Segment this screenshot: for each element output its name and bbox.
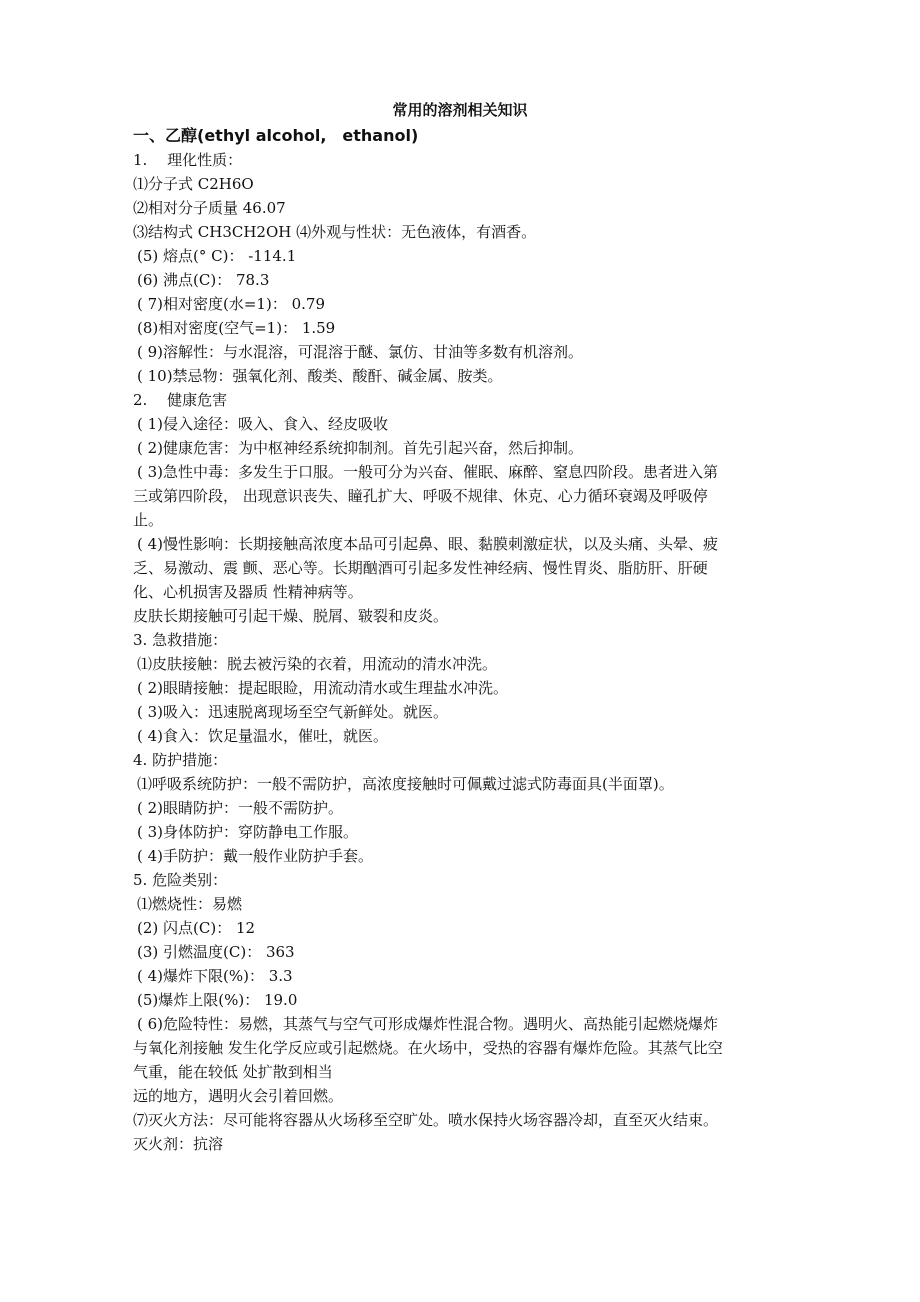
text-line: ( 4)手防护：戴一般作业防护手套。 xyxy=(137,847,374,865)
section-heading: 一、乙醇(ethyl alcohol, ethanol) xyxy=(133,126,419,145)
text-line: ( 2)健康危害：为中枢神经系统抑制剂。首先引起兴奋，然后抑制。 xyxy=(137,439,584,457)
text-line: ( 3)吸入：迅速脱离现场至空气新鲜处。就医。 xyxy=(137,703,449,721)
text-line: ⑴皮肤接触：脱去被污染的衣着，用流动的清水冲洗。 xyxy=(137,655,498,673)
text-line: 灭火剂：抗溶 xyxy=(133,1135,224,1153)
text-line: 1. 理化性质： xyxy=(133,151,243,169)
text-line: (2) 闪点(C)： 12 xyxy=(137,919,256,937)
text-line: 5. 危险类别： xyxy=(133,871,228,889)
text-line: ( 4)食入：饮足量温水，催吐，就医。 xyxy=(137,727,389,745)
text-line: 远的地方，遇明火会引着回燃。 xyxy=(133,1087,344,1105)
text-line: ⑴燃烧性：易燃 xyxy=(137,895,243,913)
text-line: (5)爆炸上限(%)： 19.0 xyxy=(137,991,298,1009)
text-line: 气重，能在较低 处扩散到相当 xyxy=(133,1063,333,1081)
document-body xyxy=(133,148,793,1156)
text-line: ( 2)眼睛防护：一般不需防护。 xyxy=(137,799,344,817)
text-line: (3) 引燃温度(C)： 363 xyxy=(137,943,295,961)
text-line: 4. 防护措施： xyxy=(133,751,228,769)
text-line: 皮肤长期接触可引起干燥、脱屑、皲裂和皮炎。 xyxy=(133,607,449,625)
text-line: ( 2)眼睛接触：提起眼睑，用流动清水或生理盐水冲洗。 xyxy=(137,679,509,697)
text-line: ⑵相对分子质量 46.07 xyxy=(133,199,286,217)
text-line: 止。 xyxy=(133,511,164,529)
text-line: 2. 健康危害 xyxy=(133,391,228,409)
text-line: ( 1)侵入途径：吸入、食入、经皮吸收 xyxy=(137,415,389,433)
text-line: 三或第四阶段， 出现意识丧失、瞳孔扩大、呼吸不规律、休克、心力循环衰竭及呼吸停 xyxy=(133,487,708,505)
text-line: ( 3)急性中毒：多发生于口服。一般可分为兴奋、催眠、麻醉、窒息四阶段。患者进入第 xyxy=(137,463,719,481)
text-line: ⑴分子式 C2H6O xyxy=(133,175,254,193)
text-line: 3. 急救措施： xyxy=(133,631,228,649)
text-line: (5) 熔点(° C)： -114.1 xyxy=(137,247,297,265)
text-line: ( 4)爆炸下限(%)： 3.3 xyxy=(137,967,293,985)
text-line: ( 6)危险特性：易燃，其蒸气与空气可形成爆炸性混合物。遇明火、高热能引起燃烧爆炸 xyxy=(137,1015,719,1033)
text-line: 乏、易激动、震 颤、恶心等。长期酗酒可引起多发性神经病、慢性胃炎、脂肪肝、肝硬 xyxy=(133,559,708,577)
document-title: 常用的溶剂相关知识 xyxy=(392,101,528,119)
text-line: (8)相对密度(空气=1)： 1.59 xyxy=(137,319,336,337)
text-line: ⑺灭火方法：尽可能将容器从火场移至空旷处。喷水保持火场容器冷却，直至灭火结束。 xyxy=(133,1111,719,1129)
text-line: ( 7)相对密度(水=1)： 0.79 xyxy=(137,295,325,313)
text-line: 与氧化剂接触 发生化学反应或引起燃烧。在火场中，受热的容器有爆炸危险。其蒸气比空 xyxy=(133,1039,723,1057)
text-line: ( 9)溶解性：与水混溶，可混溶于醚、氯仿、甘油等多数有机溶剂。 xyxy=(137,343,584,361)
text-line: ( 10)禁忌物：强氧化剂、酸类、酸酐、碱金属、胺类。 xyxy=(137,367,503,385)
text-line: (6) 沸点(C)： 78.3 xyxy=(137,271,270,289)
text-line: ( 4)慢性影响：长期接触高浓度本品可引起鼻、眼、黏膜刺激症状，以及头痛、头晕、疲 xyxy=(137,535,719,553)
text-line: 化、心机损害及器质 性精神病等。 xyxy=(133,583,363,601)
text-line: ⑶结构式 CH3CH2OH ⑷外观与性状：无色液体，有酒香。 xyxy=(133,223,537,241)
text-line: ( 3)身体防护：穿防静电工作服。 xyxy=(137,823,359,841)
text-line: ⑴呼吸系统防护：一般不需防护，高浓度接触时可佩戴过滤式防毒面具(半面罩)。 xyxy=(137,775,674,793)
